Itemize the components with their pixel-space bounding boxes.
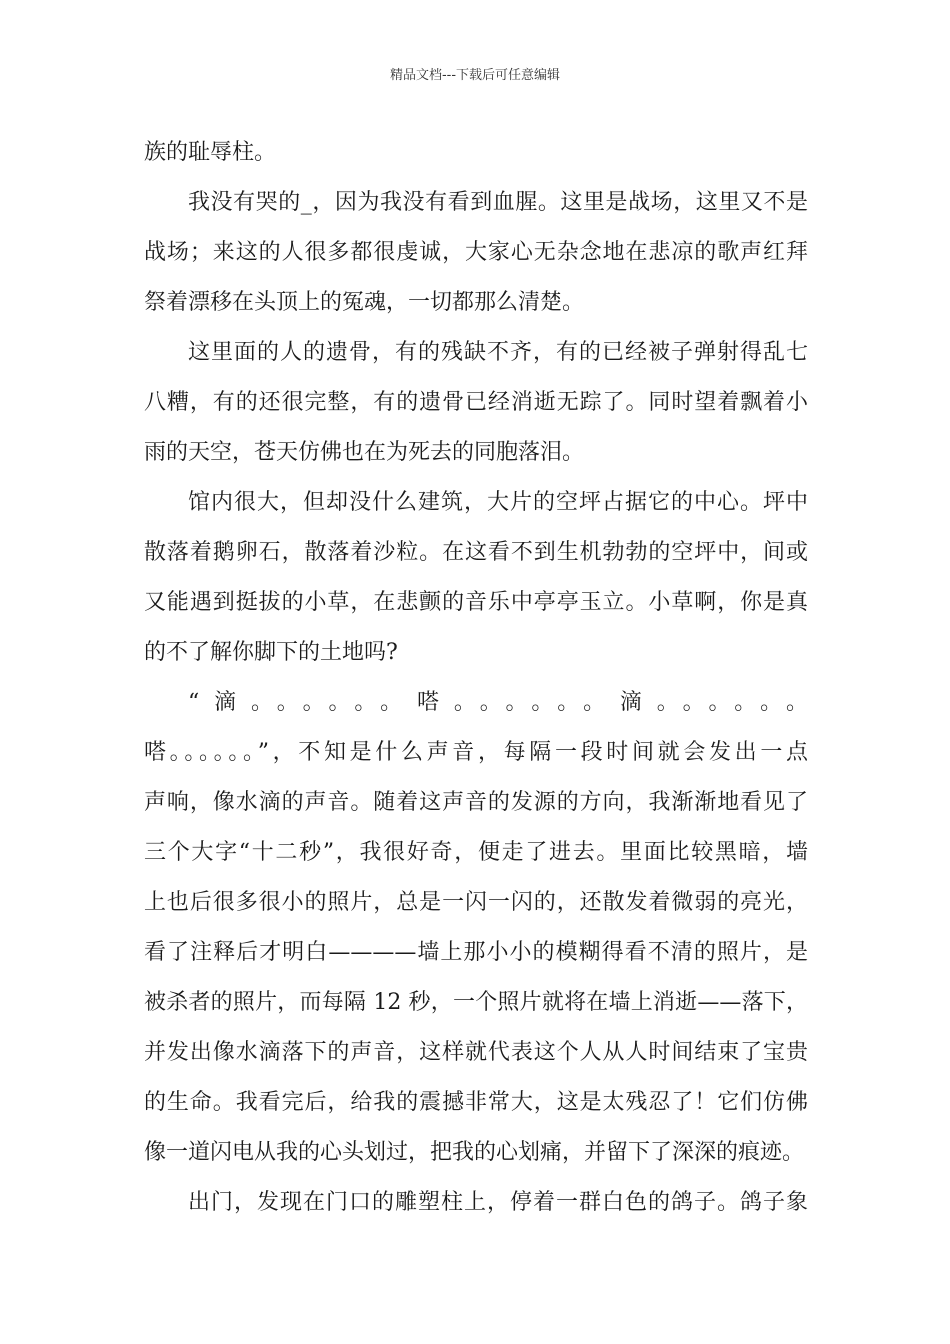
text-line: 族的耻辱柱。 — [144, 140, 277, 165]
text-line: 雨的天空，苍天仿佛也在为死去的同胞落泪。 — [144, 440, 585, 465]
text-line: 我没有哭的_，因为我没有看到血腥。这里是战场，这里又不是 — [188, 190, 808, 215]
text-line: 并发出像水滴落下的声音，这样就代表这个人从人时间结束了宝贵 — [144, 1040, 808, 1065]
document-body — [144, 128, 808, 1228]
text-line: 看了注释后才明白————墙上那小小的模糊得看不清的照片，是 — [144, 940, 808, 965]
text-line: 这里面的人的遗骨，有的残缺不齐，有的已经被子弹射得乱七 — [188, 340, 808, 365]
text-line: 的生命。我看完后，给我的震撼非常大，这是太残忍了！它们仿佛 — [144, 1090, 808, 1115]
text-line: 散落着鹅卵石，散落着沙粒。在这看不到生机勃勃的空坪中，间或 — [144, 540, 808, 565]
text-line: 上也后很多很小的照片，总是一闪一闪的，还散发着微弱的亮光， — [144, 890, 808, 915]
text-line: “滴。。。。。。嗒。。。。。。滴。。。。。。 — [188, 690, 808, 715]
text-line: 被杀者的照片，而每隔 12 秒，一个照片就将在墙上消逝——落下， — [144, 990, 808, 1015]
page-header: 精品文档---下载后可任意编辑 — [389, 68, 561, 83]
text-line: 像一道闪电从我的心头划过，把我的心划痛，并留下了深深的痕迹。 — [144, 1140, 805, 1165]
text-line: 馆内很大，但却没什么建筑，大片的空坪占据它的中心。坪中 — [188, 490, 808, 515]
text-line: 三个大字“十二秒”，我很好奇，便走了进去。里面比较黑暗，墙 — [144, 840, 808, 865]
text-line: 战场；来这的人很多都很虔诚，大家心无杂念地在悲凉的歌声红拜 — [144, 240, 808, 265]
text-line: 八糟，有的还很完整，有的遗骨已经消逝无踪了。同时望着飘着小 — [144, 390, 808, 415]
text-line: 嗒。。。。。。”，不知是什么声音，每隔一段时间就会发出一点 — [144, 740, 808, 765]
text-line: 出门，发现在门口的雕塑柱上，停着一群白色的鸽子。鸽子象 — [188, 1190, 808, 1215]
text-line: 祭着漂移在头顶上的冤魂，一切都那么清楚。 — [144, 290, 585, 315]
text-line: 声响，像水滴的声音。随着这声音的发源的方向，我渐渐地看见了 — [144, 790, 808, 815]
text-line: 又能遇到挺拔的小草，在悲颤的音乐中亭亭玉立。小草啊，你是真 — [144, 590, 808, 615]
text-line: 的不了解你脚下的土地吗? — [144, 640, 398, 665]
